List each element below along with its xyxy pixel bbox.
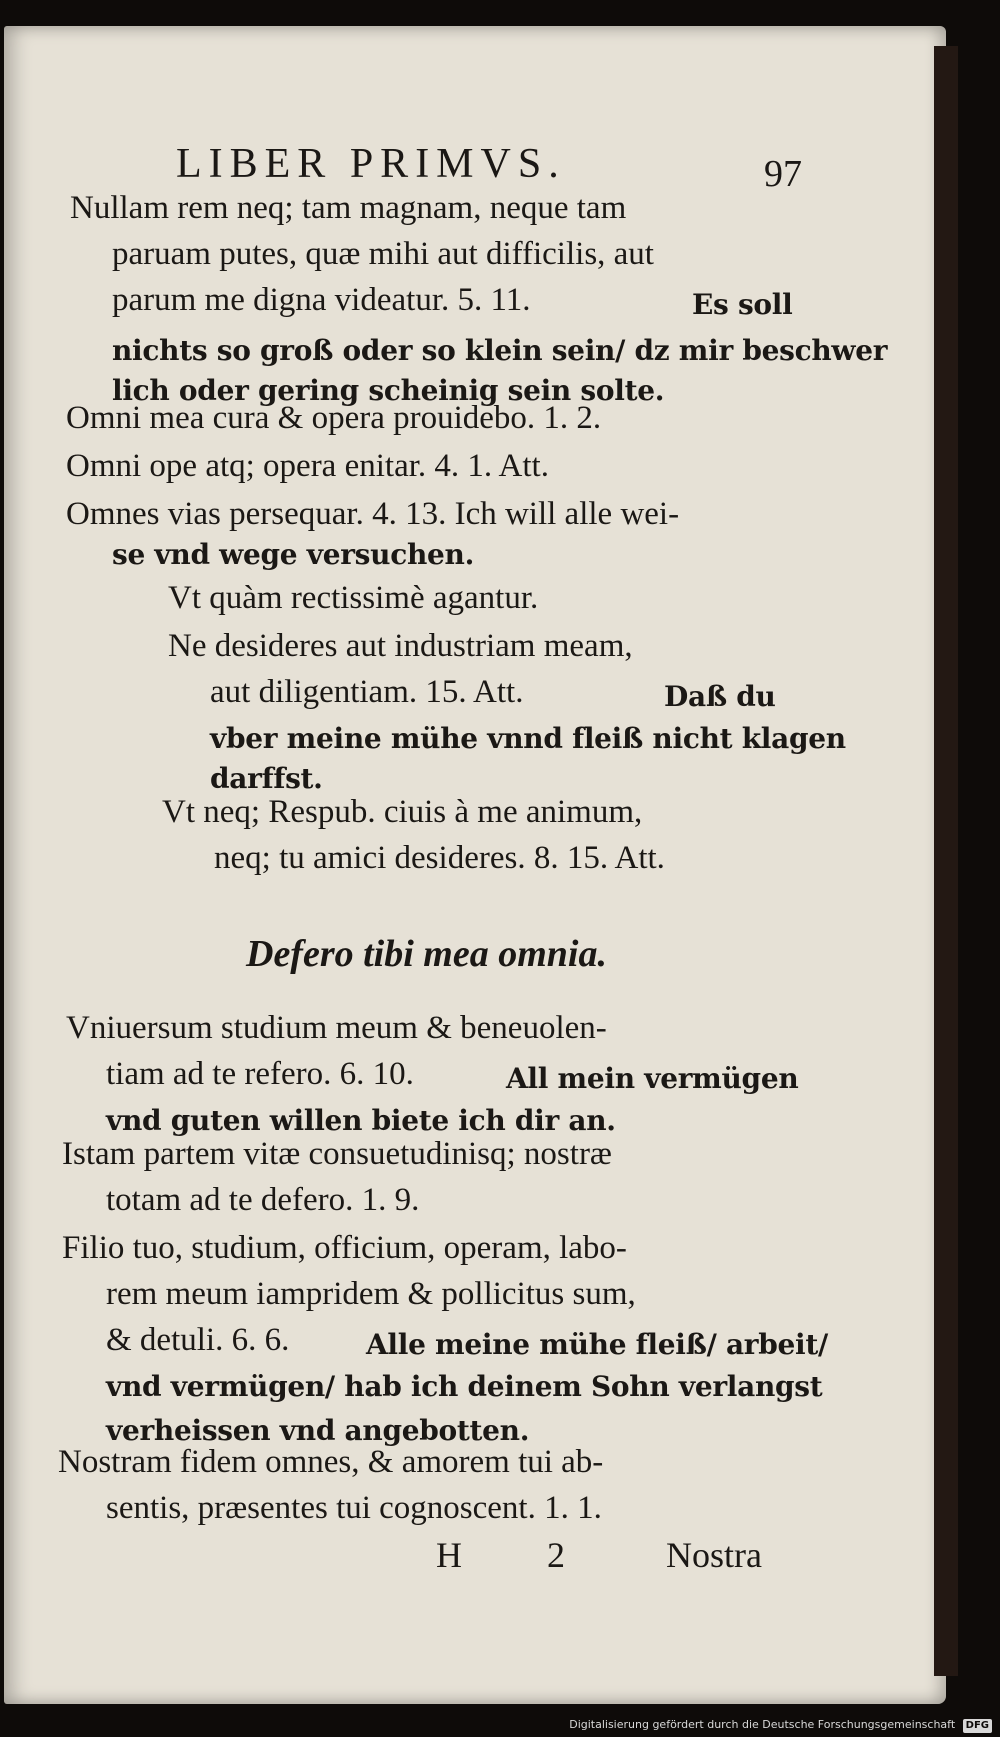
text-line: Vniuersum studium meum & beneuolen- [66,1010,607,1046]
text-line: vnd guten willen biete ich dir an. [106,1104,616,1137]
text-line: sentis, præsentes tui cognoscent. 1. 1. [106,1490,602,1526]
text-line: neq; tu amici desideres. 8. 15. Att. [214,840,665,876]
text-line: aut diligentiam. 15. Att. [210,674,524,710]
text-line: vber meine mühe vnnd fleiß nicht klagen [210,722,846,755]
text-line: tiam ad te refero. 6. 10. [106,1056,414,1092]
page-number: 97 [764,153,802,195]
credit-text: Digitalisierung gefördert durch die Deutsche Forschungsgemeinschaft [569,1718,956,1731]
text-line: verheissen vnd angebotten. [106,1414,530,1447]
text-line: Daß du [664,680,776,713]
digitization-credit [569,1718,992,1733]
text-line: Omnes vias persequar. 4. 13. Ich will alle wei- [66,496,680,532]
text-line: nichts so groß oder so klein sein/ dz mir beschwer [112,334,888,367]
book-page [4,26,946,1704]
text-line: All mein vermügen [506,1062,799,1095]
section-heading: Defero tibi mea omnia. [246,933,607,975]
text-line: lich oder gering scheinig sein solte. [112,374,665,407]
text-line: Istam partem vitæ consuetudinisq; nostræ [62,1136,612,1172]
text-line: vnd vermügen/ hab ich deinem Sohn verlangst [106,1370,823,1403]
text-line: totam ad te defero. 1. 9. [106,1182,420,1218]
running-header: LIBER PRIMVS. [176,141,566,187]
text-line: rem meum iampridem & pollicitus sum, [106,1276,636,1312]
dfg-logo-icon: DFG [963,1719,992,1733]
text-line: Filio tuo, studium, officium, operam, labo- [62,1230,627,1266]
catchword: Nostra [666,1535,762,1575]
text-line: & detuli. 6. 6. [106,1322,290,1358]
signature-mark: H 2 [436,1535,603,1575]
text-line: Es soll [692,288,793,321]
text-line: Vt quàm rectissimè agantur. [168,580,539,616]
text-line: se vnd wege versuchen. [112,538,475,571]
text-line: parum me digna videatur. 5. 11. [112,282,531,318]
text-line: paruam putes, quæ mihi aut difficilis, aut [112,236,654,272]
text-line: darffst. [210,762,323,795]
text-line: Omni mea cura & opera prouidebo. 1. 2. [66,400,602,436]
text-line: Omni ope atq; opera enitar. 4. 1. Att. [66,448,549,484]
text-line: Ne desideres aut industriam meam, [168,628,633,664]
text-line: Alle meine mühe fleiß/ arbeit/ [366,1328,828,1361]
text-line: Nullam rem neq; tam magnam, neque tam [70,190,627,226]
text-line: Vt neq; Respub. ciuis à me animum, [162,794,643,830]
text-line: Nostram fidem omnes, & amorem tui ab- [58,1444,604,1480]
